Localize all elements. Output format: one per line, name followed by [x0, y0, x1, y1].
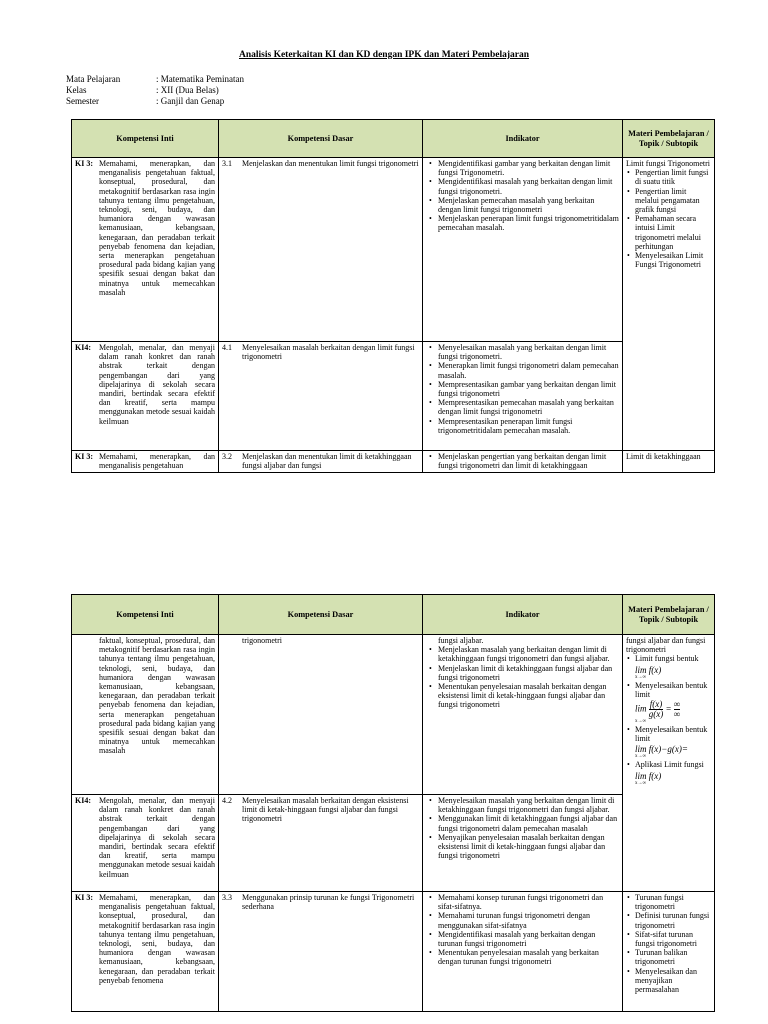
materi-heading: Limit fungsi Trigonometri: [626, 159, 711, 168]
ki-cell: [72, 342, 219, 451]
materi-item: • Turunan balikan trigonometri: [635, 948, 711, 966]
indikator-item: • Mengidentifikasi gambar yang berkaitan dengan limit fungsi Trigonometri.: [438, 159, 619, 177]
lim-symbol: lim: [635, 664, 647, 675]
function-fx: f(x): [648, 770, 662, 781]
meta-label: Semester: [66, 96, 99, 106]
ki-cell: [72, 451, 219, 473]
indikator-cell: [423, 342, 623, 451]
table-row: [72, 795, 715, 892]
materi-item: • Menyelesaikan Limit Fungsi Trigonometri: [635, 251, 711, 269]
materi-cell: [623, 892, 715, 1012]
materi-item: [635, 725, 711, 759]
ki-code: KI 3:: [75, 452, 93, 461]
indikator-item: • Mempresentasikan penerapan limit fungsi trigonometritidalam pemecahan masalah.: [438, 417, 619, 435]
indikator-item: • Menjelaskan limit di ketakhinggaan fungsi aljabar dan fungsi trigonometri: [438, 664, 619, 682]
materi-cell: [623, 158, 715, 451]
ki-code: KI4:: [75, 343, 91, 352]
indikator-item: • Mempresentasikan gambar yang berkaitan dengan limit fungsi trigonometri: [438, 380, 619, 398]
header-materi: Materi Pembelajaran / Topik / Subtopik: [623, 120, 715, 158]
meta-row-class: [66, 85, 244, 96]
materi-item: [635, 760, 711, 785]
limit-subscript: x→∞: [635, 674, 647, 680]
materi-item: • Sifat-sifat turunan fungsi trigonometri: [635, 930, 711, 948]
materi-cell: [623, 635, 715, 892]
materi-item: • Pengertian limit melalui pengamatan grafik fungsi: [635, 187, 711, 215]
indikator-item: • Menggunakan limit di ketakhinggaan fungsi aljabar dan fungsi trigonometri dalam pemecahan masalah: [438, 814, 619, 832]
table-row: [72, 451, 715, 473]
ki-code: KI4:: [75, 796, 91, 805]
indikator-cell: [423, 451, 623, 473]
header-ki: Kompetensi Inti: [72, 595, 219, 635]
materi-item-text: Menyelesaikan bentuk limit: [635, 725, 708, 744]
kd-number: 3.2: [222, 452, 232, 461]
competency-table-page2: [71, 594, 715, 1012]
indikator-cell: [423, 635, 623, 795]
indikator-item: • Menentukan penyelesaian masalah berkaitan dengan eksistensi limit di ketak-hinggaan fungsi aljabar dan fungsi trigonometri: [438, 682, 619, 710]
competency-table-page1: [71, 119, 715, 473]
numerator: f(x): [649, 699, 663, 710]
ki-code: KI 3:: [75, 893, 93, 902]
indikator-item: • Menjelaskan penerapan limit fungsi trigonometritidalam pemecahan masalah.: [438, 214, 619, 232]
limit-formula: [635, 665, 711, 680]
materi-item: • Turunan fungsi trigonometri: [635, 893, 711, 911]
materi-item: • Pengertian limit fungsi di suatu titik: [635, 168, 711, 186]
ki-text: Memahami, menerapkan, dan menganalisis pengetahuan: [99, 452, 215, 471]
table-row: [72, 635, 715, 795]
limit-ratio-formula: [635, 700, 711, 724]
equals-sign: =: [665, 703, 672, 714]
function-fx: f(x): [648, 664, 662, 675]
materi-item: [635, 654, 711, 679]
materi-heading: Limit di ketakhinggaan: [626, 452, 701, 461]
kd-text: Menyelesaikan masalah berkaitan dengan limit fungsi trigonometri: [242, 343, 415, 362]
meta-row-semester: [66, 96, 244, 107]
indikator-cell: [423, 795, 623, 892]
materi-item-text: Aplikasi Limit fungsi: [635, 760, 704, 770]
materi-item: • Menyelesaikan dan menyajikan permasalahan: [635, 967, 711, 995]
kd-cell: [219, 635, 423, 795]
indikator-item: • Menyelesaikan masalah yang berkaitan dengan limit di ketakhinggaan fungsi trigonometri dan fungsi aljabar.: [438, 796, 619, 814]
indikator-item: • Menyajikan penyelesaian masalah berkaitan dengan eksistensi limit di ketak-hinggaan fungsi aljabar dan fungsi trigonometri: [438, 833, 619, 861]
ki-text: Mengolah, menalar, dan menyaji dalam ranah konkret dan ranah abstrak terkait dengan pengembangan dari yang dipelajarinya di sekolah secara mandiri, bertindak secara efektif dan kreatif, serta mampu menggunakan metode sesuai kaidah keilmuan: [99, 796, 215, 879]
ki-text: Memahami, menerapkan, dan menganalisis pengetahuan faktual, konseptual, prosedural, dan metakognitif berdasarkan rasa ingin tahunya tentang ilmu pengetahuan, teknologi, seni, budaya, dan humaniora dengan wawasan kemanusiaan, kebangsaan, kenegaraan, dan peradaban terkait penyebab fenomena: [99, 893, 215, 985]
meta-label: Mata Pelajaran: [66, 74, 121, 84]
kd-text: Menjelaskan dan menentukan limit di ketakhinggaan fungsi aljabar dan fungsi: [242, 452, 412, 471]
indikator-item: • Menyelesaikan masalah yang berkaitan dengan limit fungsi trigonometri.: [438, 343, 619, 361]
materi-cell: [623, 451, 715, 473]
kd-text: Menyelesaikan masalah berkaitan dengan eksistensi limit di ketak-hinggaan fungsi aljabar dan fungsi trigonometri: [242, 796, 409, 824]
limit-difference-formula: [635, 744, 711, 759]
indikator-item: • Menjelaskan pengertian yang berkaitan dengan limit fungsi trigonometri dan limit di ketakhinggaan: [438, 452, 619, 470]
indikator-item: • Mengidentifikasi masalah yang berkaitan dengan turunan fungsi trigonometri: [438, 930, 619, 948]
header-kd: Kompetensi Dasar: [219, 595, 423, 635]
indikator-item: • Mengidentifikasi masalah yang berkaitan dengan limit fungsi trigonometri.: [438, 177, 619, 195]
lim-symbol: lim: [635, 744, 647, 755]
meta-value: : Matematika Peminatan: [156, 74, 244, 84]
indikator-item: • Menjelaskan pemecahan masalah yang berkaitan dengan limit fungsi trigonometri: [438, 196, 619, 214]
table-header-row: [72, 120, 715, 158]
ki-cell: [72, 795, 219, 892]
materi-item-text: Menyelesaikan bentuk limit: [635, 680, 708, 699]
meta-value: : Ganjil dan Genap: [156, 96, 225, 106]
kd-cell: [219, 892, 423, 1012]
kd-cell: [219, 342, 423, 451]
materi-item: • Pemahaman secara intuisi Limit trigonometri melalui perhitungan: [635, 214, 711, 251]
kd-cell: [219, 451, 423, 473]
kd-number: [222, 636, 242, 645]
numerator: ∞: [673, 699, 681, 710]
kd-number: 3.1: [222, 159, 232, 168]
limit-formula: [635, 771, 711, 786]
kd-number: 4.2: [222, 796, 232, 805]
indikator-item: • Menerapkan limit fungsi trigonometri dalam pemecahan masalah.: [438, 361, 619, 379]
header-indikator: Indikator: [423, 595, 623, 635]
lim-symbol: lim: [635, 770, 647, 781]
document-title: Analisis Keterkaitan KI dan KD dengan IPK dan Materi Pembelajaran: [238, 50, 530, 60]
kd-text: Menjelaskan dan menentukan limit fungsi trigonometri: [242, 159, 419, 168]
table-header-row: [72, 595, 715, 635]
ki-cell: [72, 158, 219, 342]
fraction-infinity: [674, 700, 680, 719]
materi-item: [635, 681, 711, 724]
header-indikator: Indikator: [423, 120, 623, 158]
kd-number: 3.3: [222, 893, 232, 902]
indikator-item: • Mempresentasikan pemecahan masalah yang berkaitan dengan limit fungsi trigonometri: [438, 398, 619, 416]
ki-cell: [72, 892, 219, 1012]
meta-value: : XII (Dua Belas): [156, 85, 219, 95]
fraction-fx-gx: [649, 700, 664, 719]
table-row: [72, 342, 715, 451]
denominator: g(x): [648, 709, 664, 720]
lim-symbol: lim: [635, 703, 647, 714]
function-difference: f(x)−g(x)=: [648, 744, 688, 755]
table-row: [72, 158, 715, 342]
ki-text: Memahami, menerapkan, dan menganalisis pengetahuan faktual, konseptual, prosedural, dan metakognitif berdasarkan rasa ingin tahunya tentang ilmu pengetahuan, teknologi, seni, budaya, dan humaniora dengan wawasan kemanusiaan, kebangsaan, kenegaraan, dan peradaban terkait penyebab fenomena dan kejadian, serta menerapkan pengetahuan prosedural pada bidang kajian yang spesifik sesuai dengan bakat dan minatnya untuk memecahkan masalah: [99, 159, 215, 297]
materi-item: • Definisi turunan fungsi trigonometri: [635, 911, 711, 929]
kd-text: trigonometri: [242, 636, 282, 645]
meta-row-subject: [66, 74, 244, 85]
denominator: ∞: [673, 709, 681, 720]
kd-cell: [219, 158, 423, 342]
limit-subscript: x→∞: [635, 719, 647, 725]
indikator-cell: [423, 892, 623, 1012]
materi-heading: fungsi aljabar dan fungsi trigonometri: [626, 636, 706, 655]
kd-cell: [219, 795, 423, 892]
kd-text: Menggunakan prinsip turunan ke fungsi Trigonometri sederhana: [242, 893, 415, 912]
meta-label: Kelas: [66, 85, 87, 95]
indikator-item: • Memahami turunan fungsi trigonometri dengan menggunakan sifat-sifatnya: [438, 911, 619, 929]
indikator-item: • Memahami konsep turunan fungsi trigonometri dan sifat-sifatnya.: [438, 893, 619, 911]
indikator-cell: [423, 158, 623, 342]
header-kd: Kompetensi Dasar: [219, 120, 423, 158]
limit-subscript: x→∞: [635, 754, 647, 760]
table-row: [72, 892, 715, 1012]
ki-text: Mengolah, menalar, dan menyaji dalam ranah konkret dan ranah abstrak terkait dengan pengembangan dari yang dipelajarinya di sekolah secara mandiri, bertindak secara efektif dan kreatif, serta mampu menggunakan metode sesuai kaidah keilmuan: [99, 343, 215, 426]
limit-subscript: x→∞: [635, 780, 647, 786]
document-meta: [66, 74, 244, 107]
ki-code: KI 3:: [75, 159, 93, 168]
kd-number: 4.1: [222, 343, 232, 352]
materi-item-text: Limit fungsi bentuk: [635, 654, 699, 664]
ki-text: faktual, konseptual, prosedural, dan metakognitif berdasarkan rasa ingin tahunya tentang ilmu pengetahuan, teknologi, seni, budaya, dan humaniora dengan wawasan kemanusiaan, kebangsaan, kenegaraan, dan peradaban terkait penyebab fenomena dan kejadian, serta menerapkan pengetahuan prosedural pada bidang kajian yang spesifik sesuai dengan bakat dan minatnya untuk memecahkan masalah: [99, 636, 215, 756]
header-ki: Kompetensi Inti: [72, 120, 219, 158]
indikator-item: • Menentukan penyelesaian masalah yang berkaitan dengan turunan fungsi trigonometri: [438, 948, 619, 966]
ki-cell: [72, 635, 219, 795]
header-materi: Materi Pembelajaran / Topik / Subtopik: [623, 595, 715, 635]
indikator-item: • Menjelaskan masalah yang berkaitan dengan limit di ketakhinggaan fungsi trigonometri dan fungsi aljabar.: [438, 645, 619, 663]
indikator-continuation: fungsi aljabar.: [438, 636, 484, 645]
